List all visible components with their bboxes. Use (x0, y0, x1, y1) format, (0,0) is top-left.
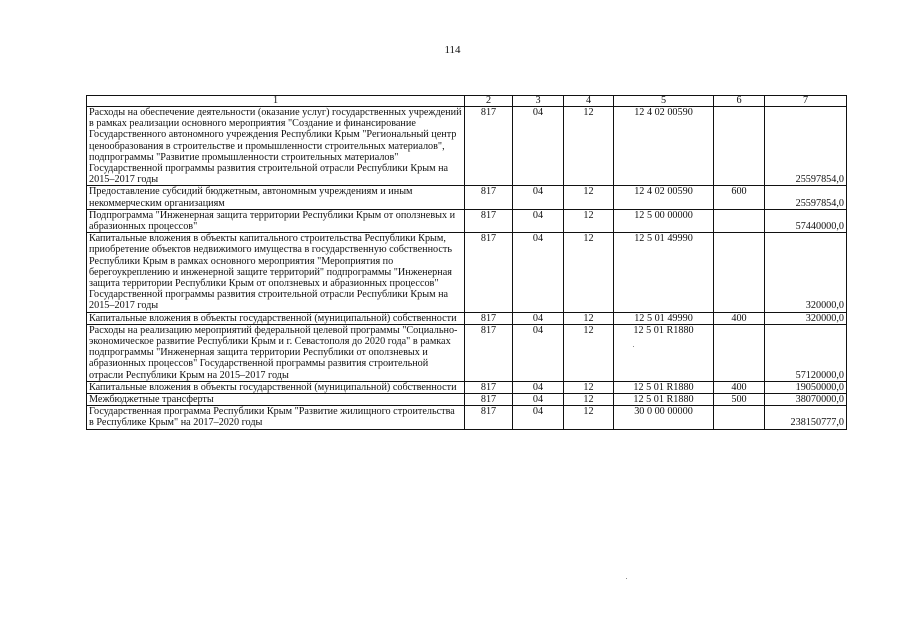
section-code-cell: 04 (513, 186, 564, 209)
row-name-cell: Капитальные вложения в объекты государственной (муниципальной) собственности (87, 381, 465, 393)
row-name-cell: Межбюджетные трансферты (87, 394, 465, 406)
subsection-code-cell: 12 (564, 186, 614, 209)
target-article-cell: 12 4 02 00590 (614, 107, 714, 186)
subsection-code-cell: 12 (564, 381, 614, 393)
row-name-cell: Предоставление субсидий бюджетным, автономным учреждениям и иным некоммерческим организациям (87, 186, 465, 209)
column-header-3: 3 (513, 96, 564, 107)
expense-type-cell (714, 233, 765, 312)
table-row (87, 394, 847, 406)
ministry-code-cell: 817 (465, 233, 513, 312)
target-article-cell: 12 5 00 00000 (614, 209, 714, 232)
ministry-code-cell: 817 (465, 394, 513, 406)
target-article-cell: 12 5 01 49990 (614, 233, 714, 312)
table-row (87, 186, 847, 209)
ministry-code-cell: 817 (465, 312, 513, 324)
amount-cell: 320000,0 (765, 312, 847, 324)
target-article-cell: 12 4 02 00590 (614, 186, 714, 209)
ministry-code-cell: 817 (465, 107, 513, 186)
section-code-cell: 04 (513, 107, 564, 186)
table-row (87, 312, 847, 324)
section-code-cell: 04 (513, 406, 564, 429)
expense-type-cell: 500 (714, 394, 765, 406)
target-article-cell: 12 5 01 R1880 (614, 394, 714, 406)
amount-cell: 25597854,0 (765, 186, 847, 209)
target-article-cell: 12 5 01 R1880 (614, 381, 714, 393)
scan-speck (626, 578, 627, 579)
column-header-1: 1 (87, 96, 465, 107)
amount-cell: 19050000,0 (765, 381, 847, 393)
table-row (87, 406, 847, 429)
expense-type-cell (714, 324, 765, 381)
amount-cell: 57120000,0 (765, 324, 847, 381)
table-row (87, 107, 847, 186)
amount-cell: 25597854,0 (765, 107, 847, 186)
ministry-code-cell: 817 (465, 186, 513, 209)
expense-type-cell: 600 (714, 186, 765, 209)
section-code-cell: 04 (513, 233, 564, 312)
column-header-6: 6 (714, 96, 765, 107)
scan-speck (633, 346, 634, 347)
expense-type-cell (714, 107, 765, 186)
section-code-cell: 04 (513, 209, 564, 232)
amount-cell: 238150777,0 (765, 406, 847, 429)
column-header-4: 4 (564, 96, 614, 107)
budget-table (86, 95, 847, 430)
expense-type-cell (714, 406, 765, 429)
target-article-cell: 30 0 00 00000 (614, 406, 714, 429)
row-name-cell: Расходы на реализацию мероприятий федеральной целевой программы "Социально-экономическое развитие Республики Крым и г. Севастополя до 2020 года" в рамках подпрограммы "Инженерная защита территории Республики от оползневых и абразионных процессов" Государственной программы развития строительной отрасли Республики Крым на 2015–2017 годы (87, 324, 465, 381)
table-row (87, 381, 847, 393)
section-code-cell: 04 (513, 394, 564, 406)
expense-type-cell (714, 209, 765, 232)
subsection-code-cell: 12 (564, 324, 614, 381)
amount-cell: 320000,0 (765, 233, 847, 312)
row-name-cell: Капитальные вложения в объекты капитального строительства Республики Крым, приобретение объектов недвижимого имущества в государственную собственность Республики Крым в рамках основного мероприятия "Мероприятия по берегоукреплению и инженерной защите территорий" подпрограммы "Инженерная защита территории Республики Крым от оползневых и абразионных процессов" Государственной программы развития строительной отрасли Республики Крым на 2015–2017 годы (87, 233, 465, 312)
row-name-cell: Капитальные вложения в объекты государственной (муниципальной) собственности (87, 312, 465, 324)
row-name-cell: Государственная программа Республики Крым "Развитие жилищного строительства в Республике Крым" на 2017–2020 годы (87, 406, 465, 429)
amount-cell: 57440000,0 (765, 209, 847, 232)
subsection-code-cell: 12 (564, 209, 614, 232)
subsection-code-cell: 12 (564, 406, 614, 429)
table-row (87, 324, 847, 381)
subsection-code-cell: 12 (564, 394, 614, 406)
subsection-code-cell: 12 (564, 107, 614, 186)
section-code-cell: 04 (513, 381, 564, 393)
table-row (87, 233, 847, 312)
row-name-cell: Подпрограмма "Инженерная защита территории Республики Крым от оползневых и абразионных процессов" (87, 209, 465, 232)
subsection-code-cell: 12 (564, 233, 614, 312)
section-code-cell: 04 (513, 312, 564, 324)
expense-type-cell: 400 (714, 312, 765, 324)
column-header-7: 7 (765, 96, 847, 107)
ministry-code-cell: 817 (465, 209, 513, 232)
amount-cell: 38070000,0 (765, 394, 847, 406)
column-header-5: 5 (614, 96, 714, 107)
ministry-code-cell: 817 (465, 381, 513, 393)
column-header-2: 2 (465, 96, 513, 107)
target-article-cell: 12 5 01 49990 (614, 312, 714, 324)
subsection-code-cell: 12 (564, 312, 614, 324)
ministry-code-cell: 817 (465, 324, 513, 381)
ministry-code-cell: 817 (465, 406, 513, 429)
section-code-cell: 04 (513, 324, 564, 381)
page-number: 114 (444, 44, 461, 56)
expense-type-cell: 400 (714, 381, 765, 393)
table-row (87, 209, 847, 232)
target-article-cell: 12 5 01 R1880 (614, 324, 714, 381)
row-name-cell: Расходы на обеспечение деятельности (оказание услуг) государственных учреждений в рамках реализации основного мероприятия "Создание и финансирование Государственного автономного учреждения Республики Крым "Региональный центр ценообразования в строительстве и промышленности строительных материалов", подпрограммы "Развитие промышленности строительных материалов" Государственной программы развития строительной отрасли Республики Крым на 2015–2017 годы (87, 107, 465, 186)
column-number-row (87, 96, 847, 107)
